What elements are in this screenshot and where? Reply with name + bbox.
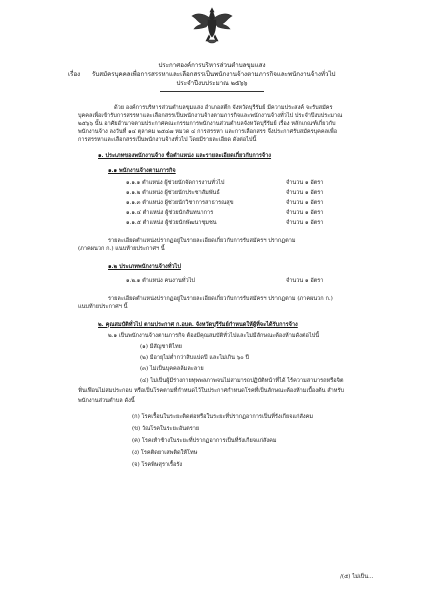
qualification-item-4: ฟั่นเฟือนไม่สมประกอบ หรือเป็นโรคตามที่กำหนดไว้ในประกาศกำหนดโรคที่เป็นลักษณะต้องห้ามเบื้องต้น สำหรับ [78,388,345,394]
intro-line-2: บุคคลเพื่อเข้ารับการสรรหาและเลือกสรรเป็นพนักงานจ้างตามภารกิจและพนักงานจ้างทั่วไป ประจำปีงบประมาณ [78,113,343,119]
position-quantity: จำนวน ๑ อัตรา [286,200,324,206]
disease-item: (ข) วัณโรคในระยะอันตราย [132,426,200,432]
section-1-1-note: (ภาคผนวก ก.) แนบท้ายประกาศฯ นี้ [78,246,165,252]
position-item: ๑.๑.๒ ตำแหน่ง ผู้ช่วยนักประชาสัมพันธ์ [126,190,220,196]
section-1-title: ๑. ประเภทของพนักงานจ้าง ชื่อตำแหน่ง และรายละเอียดเกี่ยวกับการจ้าง [98,153,272,159]
position-item: ๑.๑.๑ ตำแหน่ง ผู้ช่วยนักจัดการงานทั่วไป [126,180,225,186]
qualification-item-4: พนักงานส่วนตำบล ดังนี้ [78,398,135,404]
position-quantity: จำนวน ๑ อัตรา [286,180,324,186]
qualification-item: (๒) มีอายุไม่ต่ำกว่าสิบแปดปี และไม่เกิน ๖๐ ปี [140,355,250,361]
subject-label: เรื่อง [68,71,81,78]
section-1-1-note: รายละเอียดตำแหน่งปรากฏอยู่ในรายละเอียดเกี่ยวกับการรับสมัครฯ ปรากฏตาม [108,238,296,244]
qualification-item: (๑) มีสัญชาติไทย [140,344,182,350]
garuda-emblem [188,6,236,46]
qualification-item: (๓) ไม่เป็นบุคคลล้มละลาย [140,366,204,372]
position-item: ๑.๑.๔ ตำแหน่ง ผู้ช่วยนักสันทนาการ [126,210,214,216]
section-2-1-intro: ๒.๑ เป็นพนักงานจ้างตามภารกิจ ต้องมีคุณสมบัติทั่วไปและไม่มีลักษณะต้องห้ามดังต่อไปนี้ [108,333,320,339]
section-1-2-note: รายละเอียดตำแหน่งปรากฏอยู่ในรายละเอียดเกี่ยวกับการรับสมัครฯ ปรากฏตาม (ภาคผนวก ก.) [108,296,333,302]
intro-line-1: ด้วย องค์การบริหารส่วนตำบลขุมแสง อำเภอสตึก จังหวัดบุรีรัมย์ มีความประสงค์ จะรับสมัคร [114,105,333,111]
subject-text: รับสมัครบุคคลเพื่อการสรรหาและเลือกสรรเป็นพนักงานจ้างตามภารกิจและพนักงานจ้างทั่วไป [92,71,336,78]
position-item: ๑.๑.๕ ตำแหน่ง ผู้ช่วยนักพัฒนาชุมชน [126,220,217,226]
position-quantity: จำนวน ๑ อัตรา [286,210,324,216]
intro-line-5: การสรรหาและเลือกสรรเป็นพนักงานจ้างทั่วไป โดยมีรายละเอียด ดังต่อไปนี้ [78,137,257,143]
section-1-2-note: แนบท้ายประกาศฯ นี้ [78,304,128,310]
position-quantity: จำนวน ๑ อัตรา [286,220,324,226]
position-item: ๑.๑.๓ ตำแหน่ง ผู้ช่วยนักวิชาการสาธารณสุข [126,200,234,206]
section-1-1-title: ๑.๑ พนักงานจ้างตามภารกิจ [108,168,176,174]
continuation-note: /(๕) ไม่เป็น... [340,574,374,580]
position-quantity: จำนวน ๑ อัตรา [286,190,324,196]
disease-item: (จ) โรคพิษสุราเรื้อรัง [132,462,183,468]
qualification-item-4: (๔) ไม่เป็นผู้มีร่างกายทุพพลภาพจนไม่สามารถปฏิบัติหน้าที่ได้ ไร้ความสามารถหรือจิต [140,378,344,384]
position-quantity: จำนวน ๑ อัตรา [286,278,324,284]
disease-item: (ค) โรคเท้าช้างในระยะที่ปรากฏอาการเป็นที่รังเกียจแก่สังคม [132,438,277,444]
disease-item: (ง) โรคติดยาเสพติดให้โทษ [132,450,198,456]
intro-line-4: พนักงานจ้าง ลงวันที่ ๑๔ ตุลาคม ๒๕๔๗ หมวด ๔ การสรรหา และการเลือกสรร จึงประกาศรับสมัครบุคคลเพื่อ [78,129,338,135]
position-item: ๑.๒.๑ ตำแหน่ง คนงานทั่วไป [126,278,195,284]
header-divider [160,91,264,92]
section-1-2-title: ๑.๒ ประเภทพนักงานจ้างทั่วไป [108,264,181,270]
intro-line-3: ๒๕๖๖ นั้น อาศัยอำนาจตามประกาศคณะกรรมการพนักงานส่วนตำบลจังหวัดบุรีรัมย์ เรื่อง หลักเกณฑ์เกี่ยวกับ [78,121,336,127]
fiscal-year: ประจำปีงบประมาณ ๒๕๖๖ [176,80,248,87]
disease-item: (ก) โรคเรื้อนในระยะติดต่อหรือในระยะที่ปรากฏอาการเป็นที่รังเกียจแก่สังคม [132,414,314,420]
document-title: ประกาศองค์การบริหารส่วนตำบลขุมแสง [158,62,266,69]
section-2-title: ๒. คุณสมบัติทั่วไป ตามประกาศ ก.อบต. จังหวัดบุรีรัมย์กำหนดให้ผู้ที่จะได้รับการจ้าง [98,322,298,328]
